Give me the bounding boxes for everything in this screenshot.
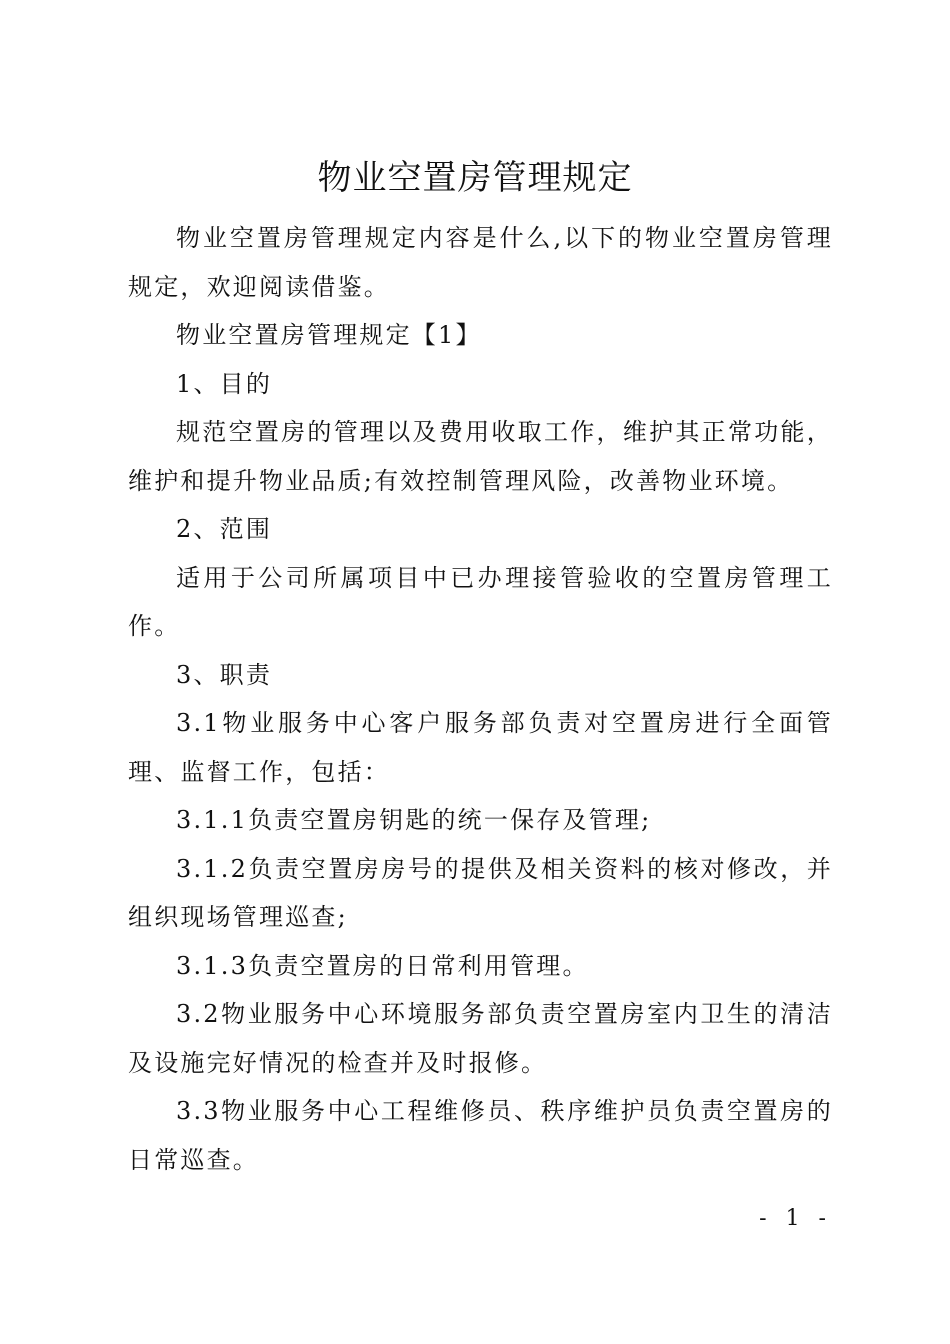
heading-scope: 2、范围 [176,515,273,543]
document-title: 物业空置房管理规定 [317,158,633,198]
intro-paragraph: 物业空置房管理规定内容是什么,以下的物业空置房管理规定，欢迎阅读借鉴。 [128,224,833,301]
heading-duties: 3、职责 [176,660,273,689]
duty-3-1-3: 3.1.3负责空置房的日常利用管理。 [176,951,589,980]
duty-3-2: 3.2物业服务中心环境服务部负责空置房室内卫生的清洁及设施完好情况的检查并及时报修。 [128,1000,833,1077]
duty-3-1-1: 3.1.1负责空置房钥匙的统一保存及管理; [176,806,652,834]
page-number: - 1 - [759,1206,832,1231]
scope-paragraph: 适用于公司所属项目中已办理接管验收的空置房管理工作。 [128,563,833,640]
document-body [128,214,833,1184]
purpose-paragraph: 规范空置房的管理以及费用收取工作，维护其正常功能，维护和提升物业品质;有效控制管理风险，改善物业环境。 [128,418,833,495]
heading-purpose: 1、目的 [176,369,273,398]
section-heading: 物业空置房管理规定【1】 [176,321,482,349]
duty-3-1-2: 3.1.2负责空置房房号的提供及相关资料的核对修改，并组织现场管理巡查; [128,854,833,931]
duty-3-3: 3.3物业服务中心工程维修员、秩序维护员负责空置房的日常巡查。 [128,1097,833,1174]
duty-3-1: 3.1物业服务中心客户服务部负责对空置房进行全面管理、监督工作，包括： [128,709,833,786]
